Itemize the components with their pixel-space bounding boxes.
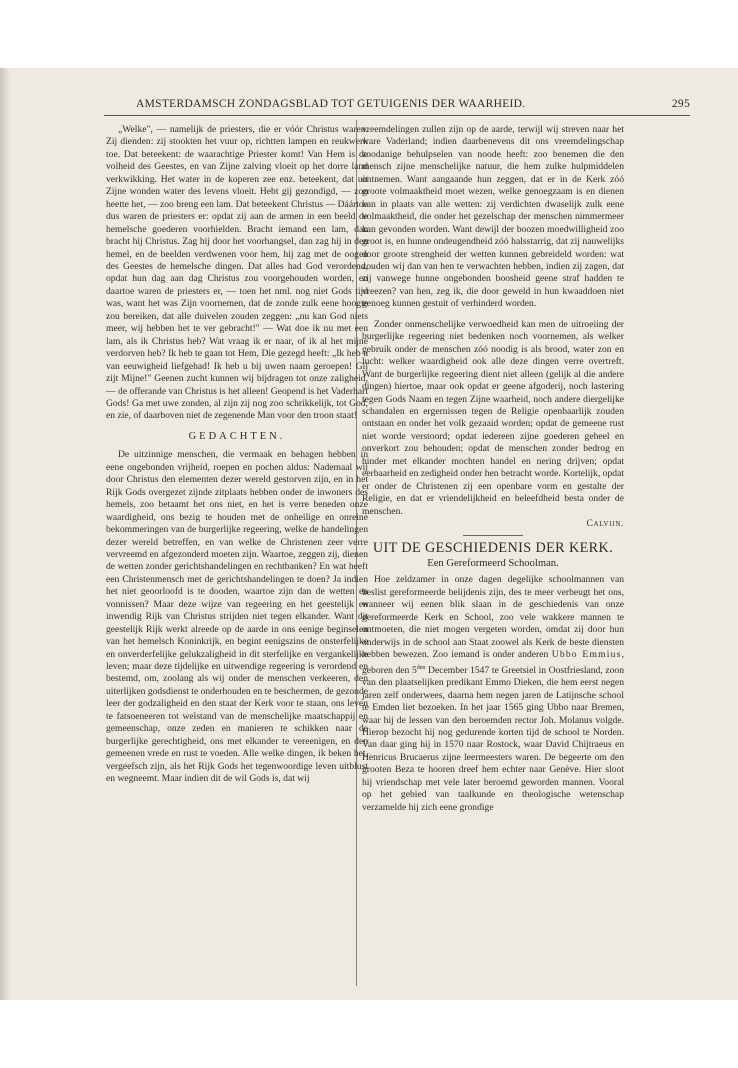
- birth-day: 5: [411, 664, 417, 676]
- paragraph-priests: „Welke", — namelijk de priesters, die er vóór Christus waren. Zij dienden: zij stookten het vuur op, richtten lampen en reukwerk toe. Dat beteekent: de waarachtige Priester komt! Van Hem is de volheid des Geestes, en van Zijne zalving vloeit op het dorre land verkwikking. Het water in de koperen zee enz. beteekent, dat uit Zijne wonden water des levens vloeit. Hebt gij gezondigd, — zoo heette het, — zoo breng een lam. Dat beteekent Christus — Dáártoe dus waren de priesters er: opdat zij aan de armen in een beeld de hemelsche goederen voorhielden. Bracht iemand een lam, dan bracht hij Christus. Zag hij door het voorhangsel, dan zag hij in den hemel, en de beelden verdwenen voor hem, hij zag met de oogen des Geestes de hemelsche dingen. Dat alles had God verordend, opdat hun dag aan dag Christus zou voorgehouden worden, en daartoe waren de priesters er, — toen het nml. nog niet Gods tijd was, want het was Zijn voornemen, dat de zonde zulk eene hoogte zou bereiken, dat alle duivelen zouden zeggen: „nu kan God niets meer, wij hebben het te ver gebracht!" — Wat doe ik nu met een lam, als ik Christus heb? Wat vraag ik er naar, of ik al het mijne verdorven heb? Ik heb te gaan tot Hem, Die gezegd heeft: „Ik heb u van eeuwigheid liefgehad! Ik heb u bij uwen naam geroepen! Gij zijt Mijne!" Geenen zucht kunnen wij bijdragen tot onze zaligheid, — de offerande van Christus is het alleen! Geopend is het Vaderhart Gods! Ga met uwe zonden, al zijn zij nog zoo schrikkelijk, tot God, en zie, of daarboven niet de zegenende Man voor den troon staat!: [106, 124, 368, 422]
- person-name: Ubbo Emmius: [551, 649, 622, 661]
- section-title-church-history: UIT DE GESCHIEDENIS DER KERK.: [372, 539, 614, 556]
- paragraph-continued: vreemdelingen zullen zijn op de aarde, terwijl wij streven naar het ware Vaderland; indien daarbenevens dit ons vreemdelingschap zoodanige behulpselen van noode heeft: zoo benemen die den mensch zijne menschelijke natuur, die hem zulke hulpmiddelen ontnemen. Want aangaande hun zeggen, dat er in de Kerk zóó groote volmaaktheid moet wezen, welke genoegzaam is en dienen kan in plaats van alle wetten: zij verdichten dwaselijk zulk eene volmaaktheid, die onder het gezelschap der menschen nimmermeer kan gevonden worden. Want dewijl der boozen moedwilligheid zoo groot is, en hunne ondeugendheid zóó halsstarrig, dat zij nauwelijks door groote strengheid der wetten kunnen gebreideld worden: wat zouden wij dan van hen te verwachten hebben, indien zij zagen, dat zij vanwege hunne ongebonden boosheid geene straf hadden te vreezen? van hen, zeg ik, die door geweld in hun kwaaddoen niet genoeg kunnen gestuit of verhinderd worden.: [362, 124, 624, 310]
- header-rule: [104, 115, 690, 116]
- intro-text: Hoe zeldzamer in onze dagen degelijke schoolmannen van beslist gereformeerde belijdenis zijn, des te meer verbeugt het ons, wanneer wij eenen blik slaan in de geschiedenis van onze gereformeerde Kerk en School, zoo vele wakkere mannen te ontmoeten, die niet mogen vergeten worden, omdat zij door hun onderwijs in de school aan Staat zoowel als Kerk de beste diensten hebben bewezen. Zoo iemand is onder anderen: [362, 574, 624, 661]
- scanned-page: [0, 68, 738, 1000]
- journal-title: AMSTERDAMSCH ZONDAGSBLAD TOT GETUIGENIS DER WAARHEID.: [136, 98, 526, 110]
- paragraph-government-necessity: Zonder onmenschelijke verwoedheid kan men de uitroeiing der burgerlijke regeering niet bedenken noch voornemen, als welker gebruik onder de menschen zóó noodig is als brood, water zon en lucht: welker waardigheid ook alle deze dingen verre overtreft. Want de burgerlijke regeering dient niet alleen (gelijk al die andere dingen) hiertoe, maar ook opdat er geene afgoderij, noch lastering tegen Gods Naam en tegen Zijne waarheid, noch andere diergelijke schandalen en ergernissen tegen de Religie openbaarlijk zouden ontstaan en onder het volk gezaaid worden; opdat de gemeene rust niet worde verstoord; opdat iedereen zijne goederen geheel en onverkort zou behouden; opdat de menschen zonder bedrog en hinder met elkander mochten handel en nering drijven; opdat eerbaarheid en zedigheid onder hen betracht worde. Kortelijk, opdat er onder de Christenen zij een openbare vorm en gestalte der Religie, en dat er vriendelijkheid en beleefdheid besta onder de menschen.: [362, 318, 624, 517]
- paragraph-civil-government: De uitzinnige menschen, die vermaak en behagen hebben in eene ongebonden vrijheid, roepen en pochen aldus: Nademaal wij door Christus den elementen dezer wereld gestorven zijn, en in het Rijk Gods overgezet zijnde zitplaats hebben onder de inwoners des hemels, zoo betaamt het ons niet, en het is verre beneden onze waardigheid, ons bezig te houden met de onheilige en onreine bekommeringen van de burgerlijke regeering, welke de handelingen dezer wereld betreffen, en van welke de Christenen zeer verre vervreemd en afgezonderd moeten zijn. Waartoe, zeggen zij, dienen de wetten zonder gerichtshandelingen en rechtbanken? En wat heeft een Christenmensch met de gerichtshandelingen te doen? Ja indien het niet geoorloofd is te dooden, waartoe zijn dan de wetten en vonnissen? Maar deze wijze van regeering en het geestelijk en inwendig Rijk van Christus strijden niet tegen elkander. Want dit geestelijk Rijk werkt alreede op de aarde in ons eenige beginselen van het hemelsch Koninkrijk, en begint eenigszins de onsterfelijke en onverderfelijke gelukzaligheid in dit sterfelijke en vergankelijke leven; maar deze tijdelijke en uitwendige regeering is verordend en bestemd, om, zoolang als wij onder de menschen verkeeren, den uiterlijken godsdienst te onderhouden en te beschermen, de gezonde leer der godzaligheid en den staat der Kerk voor te staan, ons leven te fatsoeneeren tot welstand van de menschelijke maatschappij en gemeenschap, onze zeden en manieren te schikken naar de burgerlijke gerechtigheid, ons met elkander te vereenigen, en den gemeenen vrede en rust te voeden. Alle welke dingen, ik beken het, vergeefsch zijn, als het Rijk Gods het tegenwoordige leven uitblust en wegneemt. Maar indien dit de wil Gods is, dat wij: [106, 449, 368, 785]
- birth-day-suffix: den: [416, 664, 426, 671]
- page-number: 295: [671, 98, 690, 110]
- paragraph-ubbo-emmius: [362, 574, 624, 814]
- section-divider: [463, 535, 523, 536]
- article-subtitle: Een Gereformeerd Schoolman.: [427, 557, 559, 569]
- right-column: [362, 124, 624, 814]
- left-column: [106, 124, 368, 786]
- biography-text: December 1547 te Greetsiel in Oostfriesland, zoon van den plaatselijken predikant Emmo Dieken, die hem eerst negen jaren zelf onderwees, daarna hem negen jaren de Latijnsche school te Emden liet bezoeken. In het jaar 1565 ging Ubbo naar Bremen, waar hij de lessen van den beroemden rector Joh. Molanus volgde. Hierop bezocht hij nog gedurende korten tijd de school te Norden. Van daar ging hij in 1570 naar Rostock, waar David Chijtraeus en Henricus Brucaerus zijne leermeesters waren. De begeerte om den grooten Beza te hooren dreef hem echter naar Genève. Hier sloot hij vriendschap met vele later beroemd geworden mannen. Vooral op het gebied van taalkunde en theologische wetenschap verzamelde hij zich eene grondige: [362, 664, 624, 813]
- page-edge-shadow: [0, 68, 10, 1000]
- running-header: [96, 98, 696, 112]
- birth-text: , geboren den: [362, 649, 624, 676]
- section-heading-gedachten: GEDACHTEN.: [188, 430, 286, 442]
- signature-calvijn: Calvijn.: [586, 518, 624, 530]
